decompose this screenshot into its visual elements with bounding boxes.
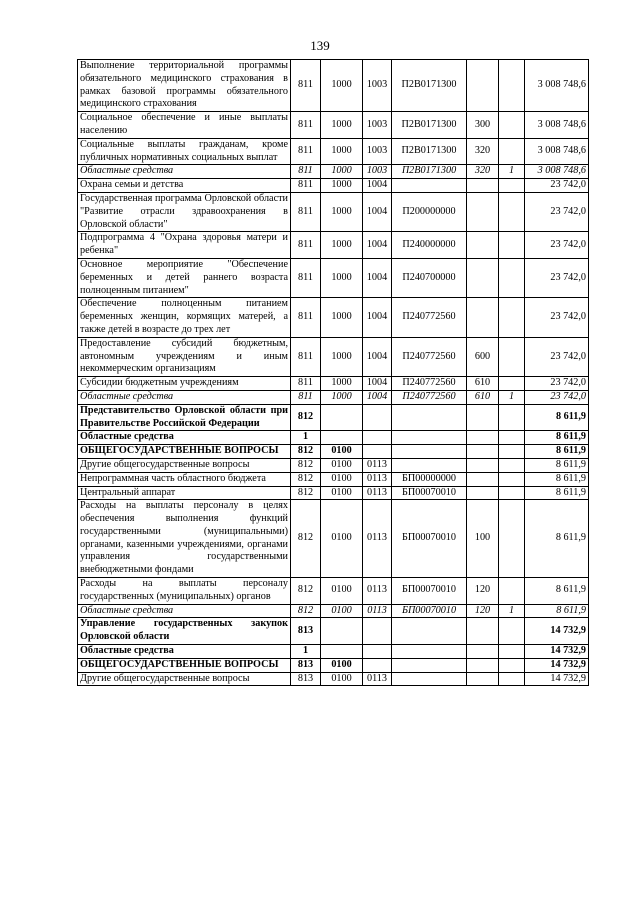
row-name-cell: Расходы на выплаты персоналу государственных (муниципальных) органов xyxy=(78,578,291,605)
table-row xyxy=(78,472,589,486)
table-row xyxy=(78,458,589,472)
target-article-cell: П240000000 xyxy=(392,232,467,259)
amount-cell: 23 742,0 xyxy=(525,258,589,297)
funding-source-cell xyxy=(499,337,525,376)
amount-cell: 23 742,0 xyxy=(525,192,589,231)
section-code-cell: 0100 xyxy=(321,458,363,472)
target-article-cell: БП00070010 xyxy=(392,486,467,500)
target-article-cell: П240700000 xyxy=(392,258,467,297)
expense-type-cell xyxy=(467,60,499,112)
funding-source-cell: 1 xyxy=(499,165,525,179)
department-code-cell: 811 xyxy=(291,390,321,404)
department-code-cell: 811 xyxy=(291,60,321,112)
amount-cell: 8 611,9 xyxy=(525,486,589,500)
amount-cell: 14 732,9 xyxy=(525,658,589,672)
expense-type-cell xyxy=(467,672,499,686)
table-row xyxy=(78,138,589,165)
section-code-cell: 1000 xyxy=(321,377,363,391)
table-row xyxy=(78,112,589,139)
funding-source-cell xyxy=(499,112,525,139)
department-code-cell: 811 xyxy=(291,337,321,376)
section-code-cell xyxy=(321,431,363,445)
target-article-cell: П2В0171300 xyxy=(392,60,467,112)
target-article-cell xyxy=(392,445,467,459)
table-row xyxy=(78,604,589,618)
funding-source-cell xyxy=(499,232,525,259)
row-name-cell: Другие общегосударственные вопросы xyxy=(78,672,291,686)
department-code-cell: 812 xyxy=(291,578,321,605)
funding-source-cell xyxy=(499,431,525,445)
budget-table xyxy=(77,59,589,686)
row-name-cell: Социальное обеспечение и иные выплаты населению xyxy=(78,112,291,139)
department-code-cell: 811 xyxy=(291,298,321,337)
expense-type-cell xyxy=(467,618,499,645)
expense-type-cell xyxy=(467,458,499,472)
funding-source-cell xyxy=(499,472,525,486)
table-row xyxy=(78,377,589,391)
row-name-cell: Областные средства xyxy=(78,604,291,618)
department-code-cell: 811 xyxy=(291,165,321,179)
target-article-cell xyxy=(392,404,467,431)
department-code-cell: 811 xyxy=(291,258,321,297)
section-code-cell xyxy=(321,404,363,431)
funding-source-cell xyxy=(499,192,525,231)
table-row xyxy=(78,192,589,231)
row-name-cell: ОБЩЕГОСУДАРСТВЕННЫЕ ВОПРОСЫ xyxy=(78,445,291,459)
expense-type-cell: 610 xyxy=(467,390,499,404)
department-code-cell: 813 xyxy=(291,658,321,672)
subsection-code-cell: 1004 xyxy=(363,298,392,337)
section-code-cell: 1000 xyxy=(321,298,363,337)
amount-cell: 3 008 748,6 xyxy=(525,138,589,165)
subsection-code-cell: 1004 xyxy=(363,390,392,404)
subsection-code-cell: 1003 xyxy=(363,60,392,112)
amount-cell: 14 732,9 xyxy=(525,618,589,645)
amount-cell: 8 611,9 xyxy=(525,445,589,459)
subsection-code-cell: 1004 xyxy=(363,179,392,193)
amount-cell: 14 732,9 xyxy=(525,672,589,686)
expense-type-cell: 610 xyxy=(467,377,499,391)
department-code-cell: 811 xyxy=(291,192,321,231)
section-code-cell: 0100 xyxy=(321,445,363,459)
funding-source-cell xyxy=(499,458,525,472)
amount-cell: 8 611,9 xyxy=(525,431,589,445)
expense-type-cell xyxy=(467,298,499,337)
expense-type-cell xyxy=(467,472,499,486)
table-row xyxy=(78,179,589,193)
row-name-cell: Представительство Орловской области при Правительстве Российской Федерации xyxy=(78,404,291,431)
expense-type-cell: 120 xyxy=(467,604,499,618)
expense-type-cell xyxy=(467,258,499,297)
table-row xyxy=(78,165,589,179)
table-row xyxy=(78,658,589,672)
page-number: 139 xyxy=(310,38,330,53)
row-name-cell: Областные средства xyxy=(78,390,291,404)
subsection-code-cell xyxy=(363,645,392,659)
table-row xyxy=(78,500,589,578)
amount-cell: 3 008 748,6 xyxy=(525,60,589,112)
table-row xyxy=(78,404,589,431)
row-name-cell: Непрограммная часть областного бюджета xyxy=(78,472,291,486)
department-code-cell: 811 xyxy=(291,138,321,165)
expense-type-cell xyxy=(467,445,499,459)
row-name-cell: Государственная программа Орловской области "Развитие отрасли здравоохранения в Орловской области" xyxy=(78,192,291,231)
funding-source-cell xyxy=(499,500,525,578)
amount-cell: 23 742,0 xyxy=(525,232,589,259)
expense-type-cell xyxy=(467,645,499,659)
amount-cell: 8 611,9 xyxy=(525,404,589,431)
table-row xyxy=(78,298,589,337)
subsection-code-cell: 0113 xyxy=(363,604,392,618)
funding-source-cell xyxy=(499,445,525,459)
funding-source-cell xyxy=(499,486,525,500)
expense-type-cell xyxy=(467,179,499,193)
department-code-cell: 812 xyxy=(291,500,321,578)
subsection-code-cell: 0113 xyxy=(363,578,392,605)
section-code-cell: 1000 xyxy=(321,112,363,139)
row-name-cell: Предоставление субсидий бюджетным, автономным учреждениям и иным некоммерческим организациям xyxy=(78,337,291,376)
subsection-code-cell: 1004 xyxy=(363,337,392,376)
row-name-cell: Обеспечение полноценным питанием беременных женщин, кормящих матерей, а также детей в возрасте до трех лет xyxy=(78,298,291,337)
amount-cell: 8 611,9 xyxy=(525,472,589,486)
table-row xyxy=(78,618,589,645)
subsection-code-cell xyxy=(363,445,392,459)
table-row xyxy=(78,232,589,259)
expense-type-cell xyxy=(467,486,499,500)
subsection-code-cell xyxy=(363,404,392,431)
target-article-cell xyxy=(392,672,467,686)
expense-type-cell xyxy=(467,232,499,259)
target-article-cell: БП00070010 xyxy=(392,578,467,605)
subsection-code-cell: 1003 xyxy=(363,112,392,139)
amount-cell: 3 008 748,6 xyxy=(525,112,589,139)
target-article-cell: БП00070010 xyxy=(392,500,467,578)
department-code-cell: 811 xyxy=(291,377,321,391)
funding-source-cell xyxy=(499,179,525,193)
subsection-code-cell: 1004 xyxy=(363,232,392,259)
target-article-cell: П2В0171300 xyxy=(392,112,467,139)
section-code-cell: 0100 xyxy=(321,658,363,672)
department-code-cell: 813 xyxy=(291,618,321,645)
row-name-cell: Областные средства xyxy=(78,165,291,179)
funding-source-cell xyxy=(499,138,525,165)
section-code-cell: 1000 xyxy=(321,232,363,259)
department-code-cell: 812 xyxy=(291,458,321,472)
funding-source-cell xyxy=(499,404,525,431)
expense-type-cell: 320 xyxy=(467,165,499,179)
funding-source-cell xyxy=(499,658,525,672)
table-row xyxy=(78,258,589,297)
section-code-cell: 0100 xyxy=(321,578,363,605)
section-code-cell: 1000 xyxy=(321,390,363,404)
subsection-code-cell: 0113 xyxy=(363,500,392,578)
target-article-cell: П240772560 xyxy=(392,298,467,337)
table-row xyxy=(78,645,589,659)
row-name-cell: ОБЩЕГОСУДАРСТВЕННЫЕ ВОПРОСЫ xyxy=(78,658,291,672)
target-article-cell xyxy=(392,645,467,659)
subsection-code-cell: 1004 xyxy=(363,377,392,391)
row-name-cell: Подпрограмма 4 "Охрана здоровья матери и ребенка" xyxy=(78,232,291,259)
expense-type-cell: 120 xyxy=(467,578,499,605)
amount-cell: 8 611,9 xyxy=(525,578,589,605)
expense-type-cell xyxy=(467,431,499,445)
table-row xyxy=(78,445,589,459)
section-code-cell xyxy=(321,618,363,645)
amount-cell: 8 611,9 xyxy=(525,604,589,618)
department-code-cell: 812 xyxy=(291,472,321,486)
row-name-cell: Субсидии бюджетным учреждениям xyxy=(78,377,291,391)
table-row xyxy=(78,431,589,445)
expense-type-cell: 100 xyxy=(467,500,499,578)
section-code-cell: 1000 xyxy=(321,165,363,179)
department-code-cell: 811 xyxy=(291,179,321,193)
section-code-cell: 1000 xyxy=(321,138,363,165)
department-code-cell: 812 xyxy=(291,404,321,431)
department-code-cell: 811 xyxy=(291,232,321,259)
subsection-code-cell: 0113 xyxy=(363,672,392,686)
amount-cell: 8 611,9 xyxy=(525,500,589,578)
table-row xyxy=(78,390,589,404)
target-article-cell: П2В0171300 xyxy=(392,165,467,179)
row-name-cell: Другие общегосударственные вопросы xyxy=(78,458,291,472)
department-code-cell: 1 xyxy=(291,431,321,445)
target-article-cell xyxy=(392,618,467,645)
target-article-cell: П2В0171300 xyxy=(392,138,467,165)
subsection-code-cell xyxy=(363,618,392,645)
subsection-code-cell xyxy=(363,431,392,445)
table-row xyxy=(78,578,589,605)
row-name-cell: Выполнение территориальной программы обязательного медицинского страхования в рамках базовой программы обязательного медицинского страхования xyxy=(78,60,291,112)
target-article-cell: БП00000000 xyxy=(392,472,467,486)
target-article-cell xyxy=(392,458,467,472)
subsection-code-cell: 1004 xyxy=(363,258,392,297)
row-name-cell: Центральный аппарат xyxy=(78,486,291,500)
section-code-cell: 0100 xyxy=(321,672,363,686)
target-article-cell xyxy=(392,658,467,672)
target-article-cell: БП00070010 xyxy=(392,604,467,618)
table-row xyxy=(78,60,589,112)
expense-type-cell xyxy=(467,404,499,431)
funding-source-cell xyxy=(499,298,525,337)
row-name-cell: Расходы на выплаты персоналу в целях обеспечения выполнения функций государственными (муниципальными) органами, казенными учреждениями, органами управления государственными внебюджетными фондами xyxy=(78,500,291,578)
funding-source-cell xyxy=(499,60,525,112)
department-code-cell: 812 xyxy=(291,486,321,500)
target-article-cell xyxy=(392,431,467,445)
subsection-code-cell: 1003 xyxy=(363,165,392,179)
section-code-cell: 1000 xyxy=(321,179,363,193)
funding-source-cell: 1 xyxy=(499,390,525,404)
department-code-cell: 1 xyxy=(291,645,321,659)
target-article-cell: П240772560 xyxy=(392,337,467,376)
funding-source-cell: 1 xyxy=(499,604,525,618)
subsection-code-cell: 0113 xyxy=(363,472,392,486)
amount-cell: 23 742,0 xyxy=(525,337,589,376)
funding-source-cell xyxy=(499,672,525,686)
subsection-code-cell: 1004 xyxy=(363,192,392,231)
amount-cell: 23 742,0 xyxy=(525,298,589,337)
section-code-cell xyxy=(321,645,363,659)
expense-type-cell: 320 xyxy=(467,138,499,165)
expense-type-cell: 300 xyxy=(467,112,499,139)
department-code-cell: 811 xyxy=(291,112,321,139)
department-code-cell: 812 xyxy=(291,445,321,459)
expense-type-cell xyxy=(467,658,499,672)
section-code-cell: 0100 xyxy=(321,604,363,618)
department-code-cell: 812 xyxy=(291,604,321,618)
section-code-cell: 0100 xyxy=(321,472,363,486)
subsection-code-cell: 0113 xyxy=(363,458,392,472)
department-code-cell: 813 xyxy=(291,672,321,686)
amount-cell: 23 742,0 xyxy=(525,377,589,391)
table-row xyxy=(78,672,589,686)
section-code-cell: 1000 xyxy=(321,337,363,376)
funding-source-cell xyxy=(499,645,525,659)
subsection-code-cell: 1003 xyxy=(363,138,392,165)
expense-type-cell: 600 xyxy=(467,337,499,376)
section-code-cell: 0100 xyxy=(321,500,363,578)
section-code-cell: 1000 xyxy=(321,60,363,112)
row-name-cell: Областные средства xyxy=(78,645,291,659)
section-code-cell: 1000 xyxy=(321,258,363,297)
table-row xyxy=(78,486,589,500)
table-row xyxy=(78,337,589,376)
section-code-cell: 1000 xyxy=(321,192,363,231)
target-article-cell: П240772560 xyxy=(392,390,467,404)
subsection-code-cell xyxy=(363,658,392,672)
funding-source-cell xyxy=(499,618,525,645)
row-name-cell: Охрана семьи и детства xyxy=(78,179,291,193)
section-code-cell: 0100 xyxy=(321,486,363,500)
funding-source-cell xyxy=(499,377,525,391)
target-article-cell: П240772560 xyxy=(392,377,467,391)
expense-type-cell xyxy=(467,192,499,231)
funding-source-cell xyxy=(499,258,525,297)
target-article-cell xyxy=(392,179,467,193)
row-name-cell: Управление государственных закупок Орловской области xyxy=(78,618,291,645)
amount-cell: 23 742,0 xyxy=(525,179,589,193)
funding-source-cell xyxy=(499,578,525,605)
row-name-cell: Социальные выплаты гражданам, кроме публичных нормативных социальных выплат xyxy=(78,138,291,165)
amount-cell: 14 732,9 xyxy=(525,645,589,659)
amount-cell: 3 008 748,6 xyxy=(525,165,589,179)
row-name-cell: Основное мероприятие "Обеспечение беременных и детей раннего возраста полноценным питанием" xyxy=(78,258,291,297)
row-name-cell: Областные средства xyxy=(78,431,291,445)
amount-cell: 23 742,0 xyxy=(525,390,589,404)
target-article-cell: П200000000 xyxy=(392,192,467,231)
subsection-code-cell: 0113 xyxy=(363,486,392,500)
amount-cell: 8 611,9 xyxy=(525,458,589,472)
